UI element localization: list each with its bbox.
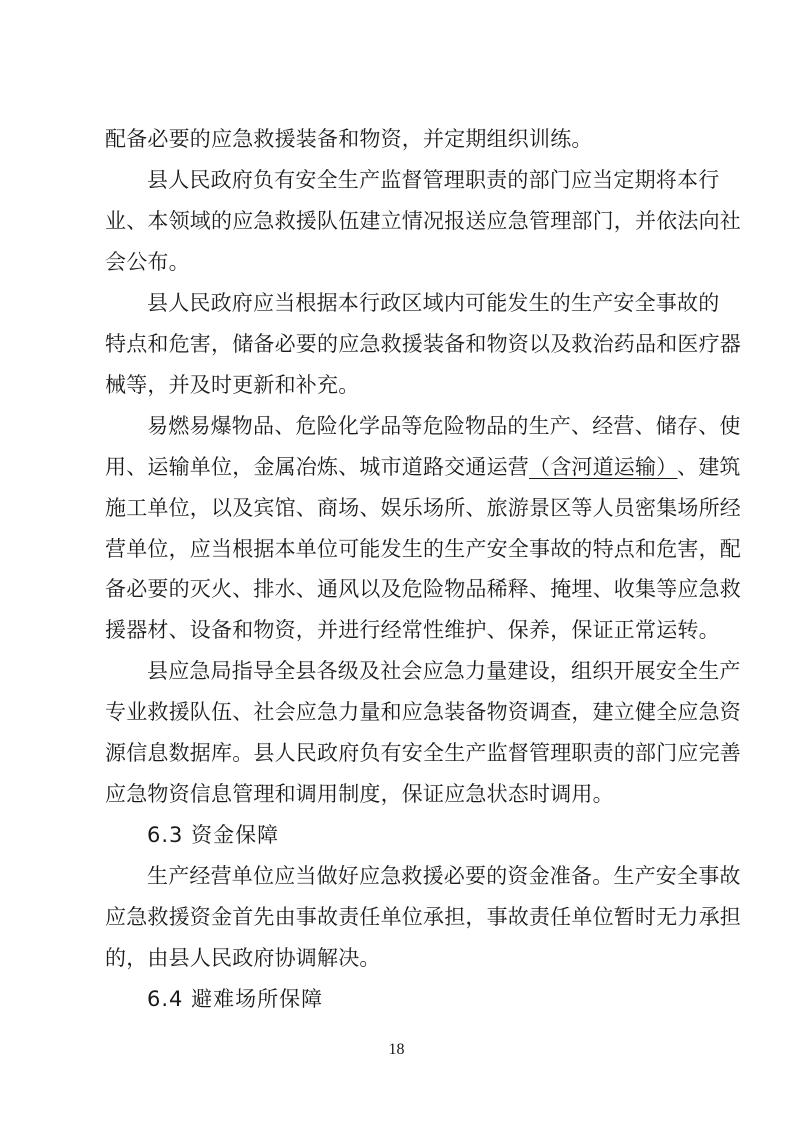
text-line: 施工单位，以及宾馆、商场、娱乐场所、旅游景区等人员密集场所经 [105,496,741,520]
text-line: 源信息数据库。县人民政府负有安全生产监督管理职责的部门应完善 [105,741,741,765]
underlined-text: （含河道运输） [529,455,678,479]
text-line: 县应急局指导全县各级及社会应急力量建设，组织开展安全生产 [147,659,741,683]
text-line: 备必要的灭火、排水、通风以及危险物品稀释、掩埋、收集等应急救 [105,577,741,601]
text-line: 械等，并及时更新和补充。 [105,373,360,397]
text-line: 业、本领域的应急救援队伍建立情况报送应急管理部门，并依法向社 [105,209,741,233]
section-heading: 6.4 避难场所保障 [147,987,324,1011]
text-line: 生产经营单位应当做好应急救援必要的资金准备。生产安全事故 [147,864,741,888]
page-number: 18 [388,1041,405,1058]
text-line: 县人民政府应当根据本行政区域内可能发生的生产安全事故的 [147,291,720,315]
text-line: 会公布。 [105,250,190,274]
text-line: 专业救援队伍、社会应急力量和应急装备物资调查，建立健全应急资 [105,700,741,724]
text-line: 用、运输单位，金属冶炼、城市道路交通运营 （含河道运输） 、建筑 [0,446,793,488]
text-line: 易燃易爆物品、危险化学品等危险物品的生产、经营、储存、使 [147,414,741,438]
text-line: 特点和危害，储备必要的应急救援装备和物资以及救治药品和医疗器 [105,332,741,356]
text-line: 配备必要的应急救援装备和物资，并定期组织训练。 [105,127,593,151]
text-line: 的，由县人民政府协调解决。 [105,946,381,970]
text-line: 援器材、设备和物资，并进行经常性维护、保养，保证正常运转。 [105,618,720,642]
text-line: 县人民政府负有安全生产监督管理职责的部门应当定期将本行 [147,168,720,192]
text-line: 应急救援资金首先由事故责任单位承担，事故责任单位暂时无力承担 [105,905,741,929]
text-line: 应急物资信息管理和调用制度，保证应急状态时调用。 [105,782,614,806]
text-line: 营单位，应当根据本单位可能发生的生产安全事故的特点和危害，配 [105,537,741,561]
section-heading: 6.3 资金保障 [147,823,280,847]
